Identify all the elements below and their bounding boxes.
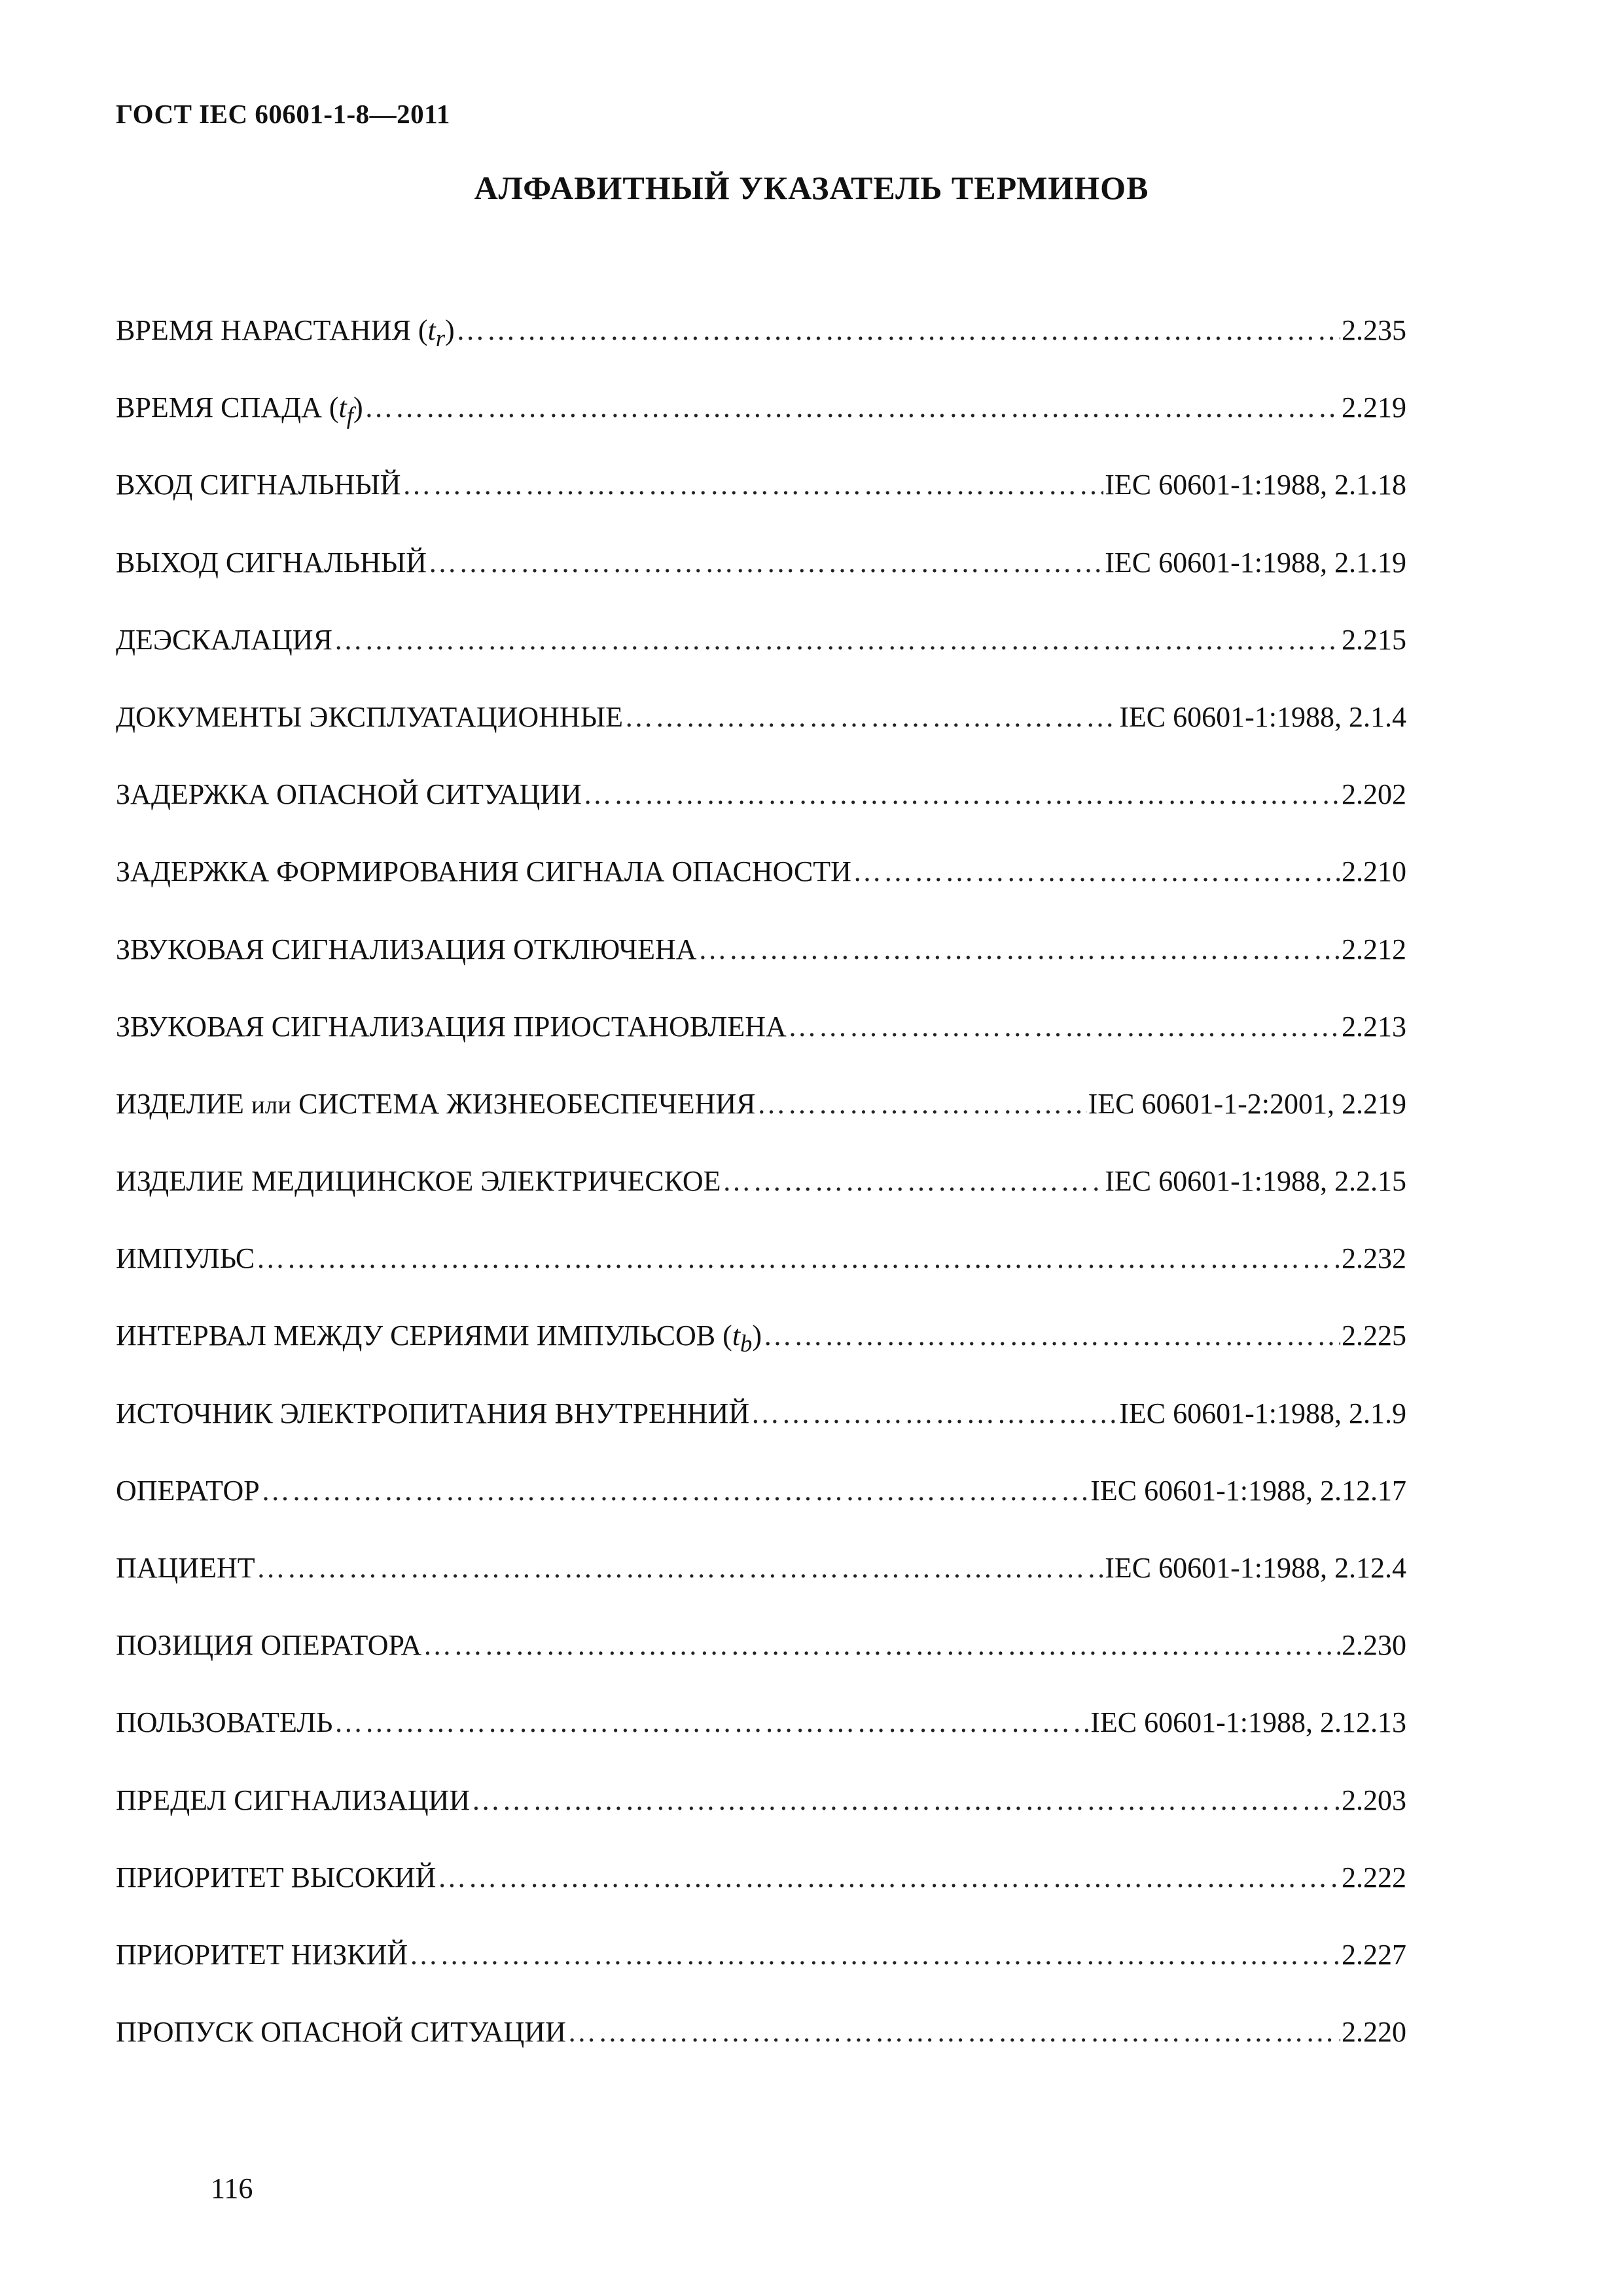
index-term: ДОКУМЕНТЫ ЭКСПЛУАТАЦИОННЫЕ <box>116 700 623 733</box>
dot-leader <box>334 620 1340 660</box>
index-entry <box>116 311 1406 388</box>
index-reference: IEC 60601-1:1988, 2.1.4 <box>1119 700 1406 733</box>
index-entry <box>116 388 1406 465</box>
index-entry <box>116 1703 1406 1780</box>
index-entry <box>116 1858 1406 1935</box>
index-reference: IEC 60601-1:1988, 2.12.17 <box>1090 1474 1406 1507</box>
index-reference: IEC 60601-1:1988, 2.12.4 <box>1105 1552 1406 1584</box>
dot-leader <box>763 1316 1340 1355</box>
dot-leader <box>698 930 1340 969</box>
dot-leader <box>583 775 1340 814</box>
index-term: ПАЦИЕНТ <box>116 1552 255 1584</box>
index-term: ВРЕМЯ СПАДА $(t_f)$ <box>116 391 363 429</box>
dot-leader <box>423 1626 1340 1665</box>
index-term: ЗВУКОВАЯ СИГНАЛИЗАЦИЯ ПРИОСТАНОВЛЕНА <box>116 1010 787 1043</box>
dot-leader <box>456 311 1340 350</box>
index-term: ВЫХОД СИГНАЛЬНЫЙ <box>116 546 427 579</box>
index-entry <box>116 1549 1406 1626</box>
index-reference: 2.212 <box>1342 933 1406 965</box>
index-entry <box>116 930 1406 1007</box>
index-entry <box>116 2013 1406 2090</box>
index-term: ИНТЕРВАЛ МЕЖДУ СЕРИЯМИ ИМПУЛЬСОВ $(t_b)$ <box>116 1319 762 1357</box>
index-entry <box>116 775 1406 852</box>
index-term: ОПЕРАТОР <box>116 1474 260 1507</box>
index-term: ПОЗИЦИЯ ОПЕРАТОРА <box>116 1629 422 1662</box>
index-reference: 2.220 <box>1342 2016 1406 2049</box>
dot-leader <box>402 465 1104 505</box>
index-reference: IEC 60601-1:1988, 2.1.18 <box>1105 469 1406 501</box>
dot-leader <box>624 698 1118 737</box>
dot-leader <box>757 1085 1086 1124</box>
dot-leader <box>261 1471 1090 1511</box>
dot-leader <box>751 1394 1118 1433</box>
index-entry <box>116 1162 1406 1239</box>
dot-leader <box>365 388 1340 427</box>
dot-leader <box>788 1007 1340 1047</box>
index-term: ЗВУКОВАЯ СИГНАЛИЗАЦИЯ ОТКЛЮЧЕНА <box>116 933 697 965</box>
index-term: ИСТОЧНИК ЭЛЕКТРОПИТАНИЯ ВНУТРЕННИЙ <box>116 1397 750 1429</box>
dot-leader <box>409 1935 1340 1975</box>
index-term: ПОЛЬЗОВАТЕЛЬ <box>116 1706 333 1739</box>
index-reference: 2.232 <box>1342 1242 1406 1275</box>
index-term: ПРЕДЕЛ СИГНАЛИЗАЦИИ <box>116 1784 471 1816</box>
index-reference: IEC 60601-1:1988, 2.1.19 <box>1105 546 1406 579</box>
document-code: ГОСТ IEC 60601-1-8—2011 <box>116 99 450 129</box>
index-entry <box>116 620 1406 698</box>
dot-leader <box>853 852 1340 891</box>
index-term: ЗАДЕРЖКА ФОРМИРОВАНИЯ СИГНАЛА ОПАСНОСТИ <box>116 855 851 888</box>
index-term: ПРИОРИТЕТ НИЗКИЙ <box>116 1938 408 1971</box>
index-entry <box>116 1626 1406 1703</box>
index-reference: 2.230 <box>1342 1629 1406 1662</box>
index-reference: 2.225 <box>1342 1319 1406 1352</box>
index-entry <box>116 1935 1406 2013</box>
index-term: ЗАДЕРЖКА ОПАСНОЙ СИТУАЦИИ <box>116 778 582 811</box>
index-reference: 2.202 <box>1342 778 1406 811</box>
dot-leader <box>567 2013 1340 2052</box>
index-reference: 2.210 <box>1342 855 1406 888</box>
index-term: ПРОПУСК ОПАСНОЙ СИТУАЦИИ <box>116 2016 566 2049</box>
index-reference: 2.235 <box>1342 314 1406 346</box>
index-term: ИЗДЕЛИЕ МЕДИЦИНСКОЕ ЭЛЕКТРИЧЕСКОЕ <box>116 1165 721 1198</box>
dot-leader <box>471 1781 1340 1820</box>
index-term: ПРИОРИТЕТ ВЫСОКИЙ <box>116 1861 437 1893</box>
index-reference: IEC 60601-1:1988, 2.12.13 <box>1090 1706 1406 1739</box>
index-reference: 2.219 <box>1342 391 1406 424</box>
index-entry <box>116 1007 1406 1085</box>
dot-leader <box>722 1162 1104 1201</box>
dot-leader <box>428 543 1103 583</box>
index-entry <box>116 465 1406 543</box>
dot-leader <box>256 1239 1340 1278</box>
index-term: ВРЕМЯ НАРАСТАНИЯ $(t_r)$ <box>116 314 455 351</box>
dot-leader <box>257 1549 1104 1588</box>
index-entry <box>116 1471 1406 1549</box>
index-entry <box>116 1316 1406 1393</box>
index-entry <box>116 543 1406 620</box>
page-title: АЛФАВИТНЫЙ УКАЗАТЕЛЬ ТЕРМИНОВ <box>474 170 1149 206</box>
index-reference: IEC 60601-1:1988, 2.1.9 <box>1119 1397 1406 1429</box>
dot-leader <box>334 1703 1089 1742</box>
index-term: ИЗДЕЛИЕ или СИСТЕМА ЖИЗНЕОБЕСПЕЧЕНИЯ <box>116 1087 756 1120</box>
index-entry <box>116 852 1406 929</box>
index-reference: 2.213 <box>1342 1010 1406 1043</box>
index-reference: IEC 60601-1:1988, 2.2.15 <box>1105 1165 1406 1198</box>
index-entry <box>116 698 1406 775</box>
index-term: ВХОД СИГНАЛЬНЫЙ <box>116 469 401 501</box>
dot-leader <box>437 1858 1340 1897</box>
index-entry <box>116 1085 1406 1162</box>
index-reference: 2.222 <box>1342 1861 1406 1893</box>
term-index-list <box>116 311 1406 2090</box>
index-entry <box>116 1781 1406 1858</box>
index-term: ДЕЭСКАЛАЦИЯ <box>116 623 332 656</box>
index-reference: 2.203 <box>1342 1784 1406 1816</box>
index-entry <box>116 1239 1406 1316</box>
page-number: 116 <box>211 2172 253 2204</box>
index-reference: 2.227 <box>1342 1938 1406 1971</box>
index-reference: 2.215 <box>1342 623 1406 656</box>
index-term: ИМПУЛЬС <box>116 1242 255 1275</box>
index-reference: IEC 60601-1-2:2001, 2.219 <box>1088 1087 1406 1120</box>
index-entry <box>116 1394 1406 1471</box>
